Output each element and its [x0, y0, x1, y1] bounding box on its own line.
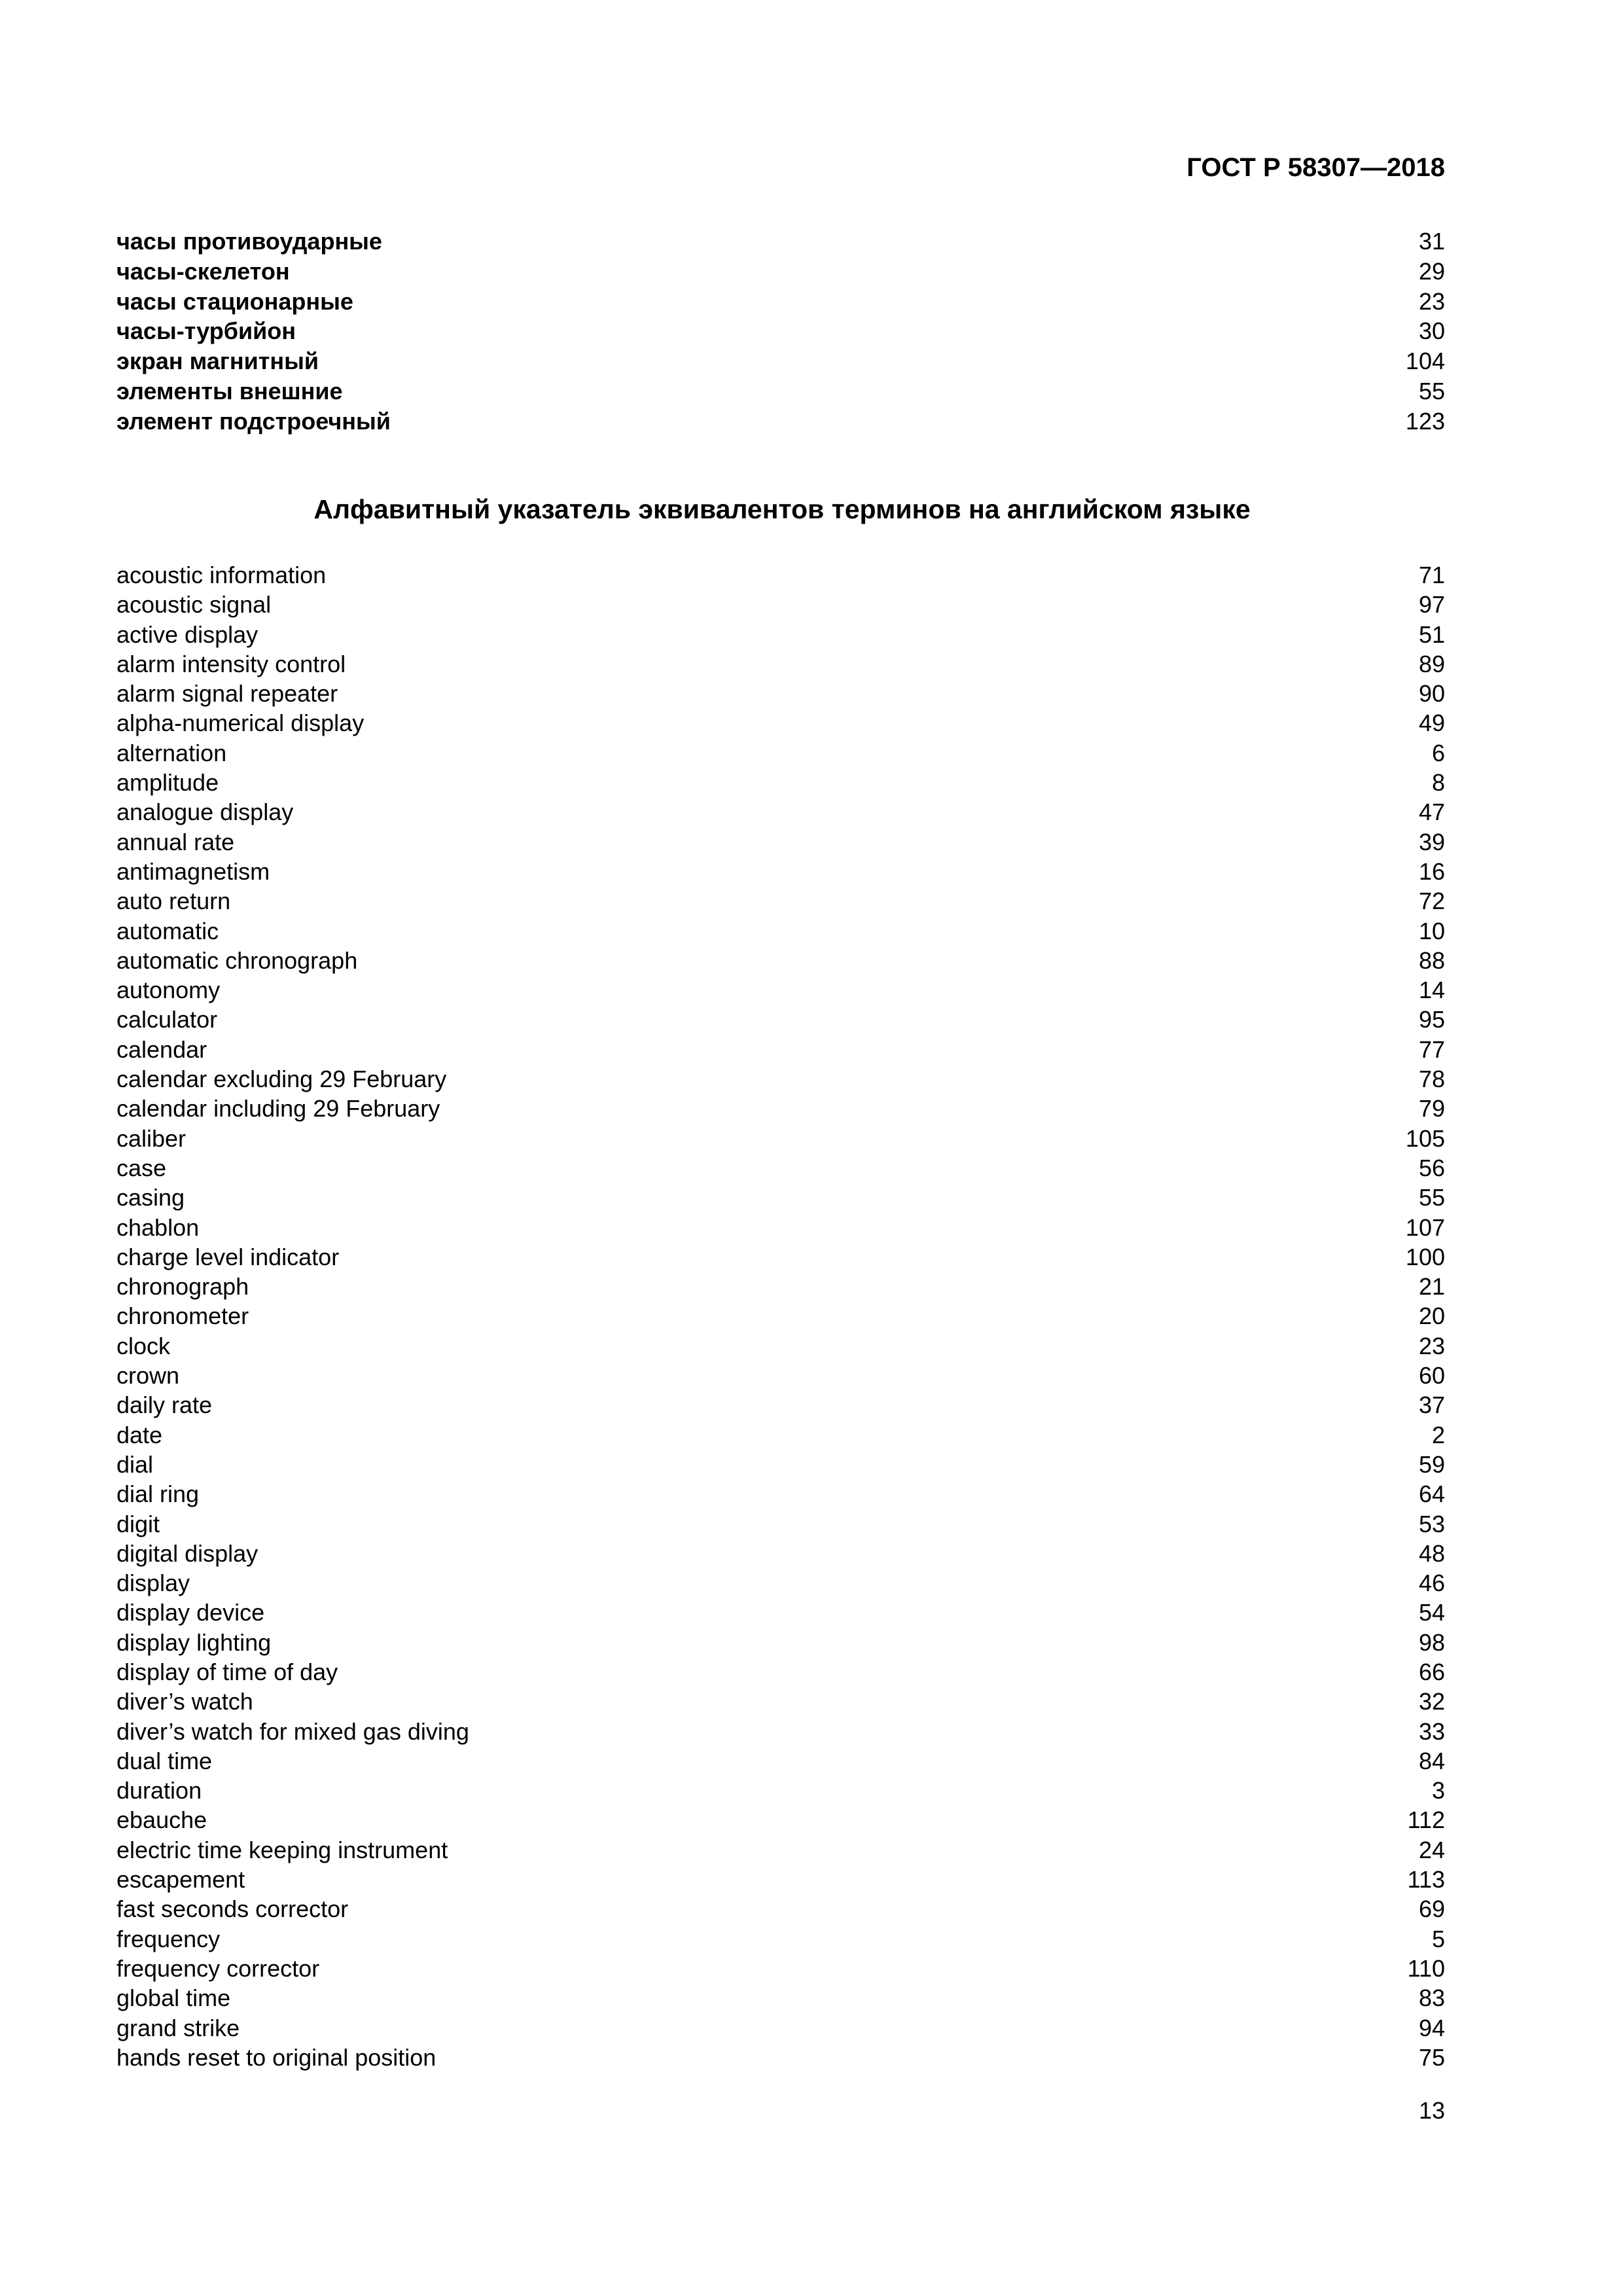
index-term-number: 47: [1418, 798, 1445, 826]
index-term: active display: [116, 620, 259, 648]
index-term: date: [116, 1421, 163, 1448]
index-row: [116, 376, 1445, 406]
index-term: calendar: [116, 1035, 207, 1063]
index-row: [116, 708, 1445, 738]
index-term: часы стационарные: [116, 287, 353, 315]
index-term-number: 6: [1431, 739, 1445, 766]
index-term: часы противоударные: [116, 228, 382, 255]
index-row: [116, 886, 1445, 916]
index-term: chronograph: [116, 1273, 249, 1300]
index-row: [116, 857, 1445, 886]
index-row: [116, 316, 1445, 346]
russian-term-index: [116, 226, 1445, 437]
index-row: [116, 1242, 1445, 1272]
index-term-number: 72: [1418, 888, 1445, 915]
index-row: [116, 2013, 1445, 2043]
index-row: [116, 1094, 1445, 1123]
index-term: auto return: [116, 888, 231, 915]
index-row: [116, 797, 1445, 827]
index-term-number: 75: [1418, 2043, 1445, 2071]
index-row: [116, 1124, 1445, 1153]
index-term: hands reset to original position: [116, 2043, 437, 2071]
index-term-number: 55: [1418, 377, 1445, 404]
index-term: calendar excluding 29 February: [116, 1066, 447, 1093]
index-term: alarm intensity control: [116, 650, 346, 677]
index-term: diver’s watch: [116, 1688, 253, 1715]
index-term: frequency corrector: [116, 1954, 320, 1982]
document-code: ГОСТ Р 58307—2018: [1186, 153, 1445, 182]
index-term: fast seconds corrector: [116, 1895, 349, 1923]
index-term-number: 37: [1418, 1391, 1445, 1419]
index-term-number: 123: [1405, 407, 1445, 435]
index-term-number: 98: [1418, 1628, 1445, 1656]
index-row: [116, 1539, 1445, 1568]
index-term-number: 31: [1418, 228, 1445, 255]
index-term-number: 89: [1418, 650, 1445, 677]
index-term-number: 20: [1418, 1302, 1445, 1330]
index-row: [116, 1687, 1445, 1716]
index-term-number: 10: [1418, 917, 1445, 944]
index-row: [116, 2043, 1445, 2072]
index-term: diver’s watch for mixed gas diving: [116, 1717, 469, 1745]
index-term-number: 95: [1418, 1006, 1445, 1033]
index-term-number: 54: [1418, 1599, 1445, 1626]
index-term: acoustic signal: [116, 591, 272, 619]
index-row: [116, 1657, 1445, 1687]
index-term: chablon: [116, 1213, 200, 1241]
index-row: [116, 1272, 1445, 1301]
index-row: [116, 406, 1445, 437]
index-term: ebauche: [116, 1806, 207, 1834]
index-term-number: 33: [1418, 1717, 1445, 1745]
index-row: [116, 1805, 1445, 1835]
index-term-number: 60: [1418, 1362, 1445, 1390]
page-number: 13: [1418, 2097, 1445, 2124]
index-term: frequency: [116, 1925, 221, 1952]
index-term: electric time keeping instrument: [116, 1836, 448, 1863]
index-term: amplitude: [116, 769, 219, 797]
index-term: dual time: [116, 1747, 213, 1774]
index-term-number: 53: [1418, 1510, 1445, 1537]
index-row: [116, 1776, 1445, 1805]
section-title: Алфавитный указатель эквивалентов терминов на английском языке: [313, 494, 1251, 524]
index-row: [116, 1390, 1445, 1420]
index-term-number: 55: [1418, 1184, 1445, 1211]
index-term: clock: [116, 1332, 171, 1359]
index-row: [116, 649, 1445, 679]
index-term: duration: [116, 1777, 202, 1804]
index-row: [116, 975, 1445, 1005]
index-row: [116, 1746, 1445, 1776]
index-term-number: 88: [1418, 946, 1445, 974]
index-term-number: 56: [1418, 1154, 1445, 1181]
index-term-number: 84: [1418, 1747, 1445, 1774]
index-term-number: 16: [1418, 857, 1445, 885]
index-row: [116, 1183, 1445, 1212]
index-term: casing: [116, 1184, 185, 1211]
index-row: [116, 1717, 1445, 1746]
index-term: acoustic information: [116, 562, 327, 588]
index-row: [116, 827, 1445, 857]
index-row: [116, 679, 1445, 708]
index-row: [116, 1005, 1445, 1034]
index-term: элементы внешние: [116, 377, 343, 404]
index-term: dial: [116, 1450, 154, 1478]
index-row: [116, 1420, 1445, 1450]
index-term-number: 2: [1431, 1421, 1445, 1448]
index-term-number: 100: [1405, 1243, 1445, 1270]
index-term-number: 49: [1418, 709, 1445, 737]
index-term-number: 32: [1418, 1688, 1445, 1715]
index-row: [116, 1835, 1445, 1865]
index-term-number: 113: [1407, 1866, 1445, 1893]
index-term-number: 24: [1418, 1836, 1445, 1863]
index-term: display device: [116, 1599, 265, 1626]
index-term-number: 79: [1418, 1095, 1445, 1122]
index-row: [116, 738, 1445, 768]
index-row: [116, 1213, 1445, 1242]
index-term: crown: [116, 1362, 180, 1390]
index-row: [116, 1479, 1445, 1509]
index-term: alpha-numerical display: [116, 709, 365, 737]
index-term-number: 5: [1431, 1925, 1445, 1952]
index-term: display: [116, 1570, 190, 1597]
index-term-number: 94: [1418, 2014, 1445, 2041]
index-term: escapement: [116, 1866, 245, 1893]
index-term-number: 69: [1418, 1895, 1445, 1923]
index-term: экран магнитный: [116, 348, 319, 375]
index-row: [116, 1983, 1445, 2013]
index-term: calculator: [116, 1006, 218, 1033]
index-term: antimagnetism: [116, 857, 270, 885]
index-term: automatic chronograph: [116, 946, 358, 974]
index-row: [116, 1361, 1445, 1390]
index-term: digit: [116, 1510, 160, 1537]
index-term: automatic: [116, 917, 219, 944]
index-term-number: 66: [1418, 1658, 1445, 1685]
index-term: global time: [116, 1984, 231, 2012]
index-term-number: 14: [1418, 977, 1445, 1004]
index-row: [116, 1450, 1445, 1479]
index-row: [116, 1924, 1445, 1954]
index-term: calendar including 29 February: [116, 1095, 440, 1122]
index-term: daily rate: [116, 1391, 213, 1419]
index-term-number: 8: [1431, 769, 1445, 797]
index-term: autonomy: [116, 977, 221, 1004]
index-term: digital display: [116, 1539, 259, 1567]
index-row: [116, 1509, 1445, 1539]
index-row: [116, 1035, 1445, 1064]
index-term-number: 90: [1418, 680, 1445, 708]
index-term: alarm signal repeater: [116, 680, 338, 708]
index-term-number: 51: [1418, 620, 1445, 648]
index-term: dial ring: [116, 1480, 200, 1508]
index-term-number: 83: [1418, 1984, 1445, 2012]
index-term-number: 29: [1418, 257, 1445, 285]
index-term-number: 112: [1407, 1806, 1445, 1834]
index-term-number: 78: [1418, 1066, 1445, 1093]
index-term-number: 23: [1418, 1332, 1445, 1359]
index-term-number: 104: [1405, 348, 1445, 375]
index-row: [116, 916, 1445, 946]
index-term: annual rate: [116, 828, 235, 855]
index-term: analogue display: [116, 798, 294, 826]
index-term-number: 23: [1418, 287, 1445, 315]
index-term-number: 3: [1431, 1777, 1445, 1804]
index-term: grand strike: [116, 2014, 240, 2041]
index-term-number: 105: [1405, 1124, 1445, 1152]
index-row: [116, 1894, 1445, 1924]
index-row: [116, 590, 1445, 619]
index-term: caliber: [116, 1124, 187, 1152]
index-term: charge level indicator: [116, 1243, 340, 1270]
index-term-number: 97: [1418, 591, 1445, 619]
index-term-number: 48: [1418, 1539, 1445, 1567]
index-row: [116, 1064, 1445, 1094]
index-row: [116, 946, 1445, 975]
index-term-number: 64: [1418, 1480, 1445, 1508]
index-row: [116, 1331, 1445, 1361]
index-row: [116, 1865, 1445, 1894]
index-row: [116, 620, 1445, 649]
index-term-number: 30: [1418, 317, 1445, 345]
index-row: [116, 1301, 1445, 1331]
index-term-number: 39: [1418, 828, 1445, 855]
index-row: [116, 1954, 1445, 1983]
index-term-number: 110: [1407, 1954, 1445, 1982]
index-term-number: 21: [1418, 1273, 1445, 1300]
index-row: [116, 1628, 1445, 1657]
english-term-index: [116, 560, 1445, 2072]
index-row: [116, 287, 1445, 317]
index-row: [116, 560, 1445, 590]
index-row: [116, 1153, 1445, 1183]
index-row: [116, 768, 1445, 797]
index-term: часы-турбийон: [116, 317, 296, 345]
index-term-number: 107: [1405, 1213, 1445, 1241]
index-term-number: 59: [1418, 1450, 1445, 1478]
index-term: элемент подстроечный: [116, 407, 391, 435]
index-term: display of time of day: [116, 1658, 338, 1685]
index-row: [116, 346, 1445, 376]
index-row: [116, 257, 1445, 287]
index-term: alternation: [116, 739, 227, 766]
index-term: display lighting: [116, 1628, 272, 1656]
index-row: [116, 1568, 1445, 1598]
index-term: case: [116, 1154, 167, 1181]
index-term-number: 46: [1418, 1570, 1445, 1597]
index-term-number: 71: [1418, 562, 1445, 588]
index-term-number: 77: [1418, 1035, 1445, 1063]
index-row: [116, 1598, 1445, 1627]
index-term: часы-скелетон: [116, 257, 290, 285]
index-term: chronometer: [116, 1302, 249, 1330]
index-row: [116, 226, 1445, 257]
